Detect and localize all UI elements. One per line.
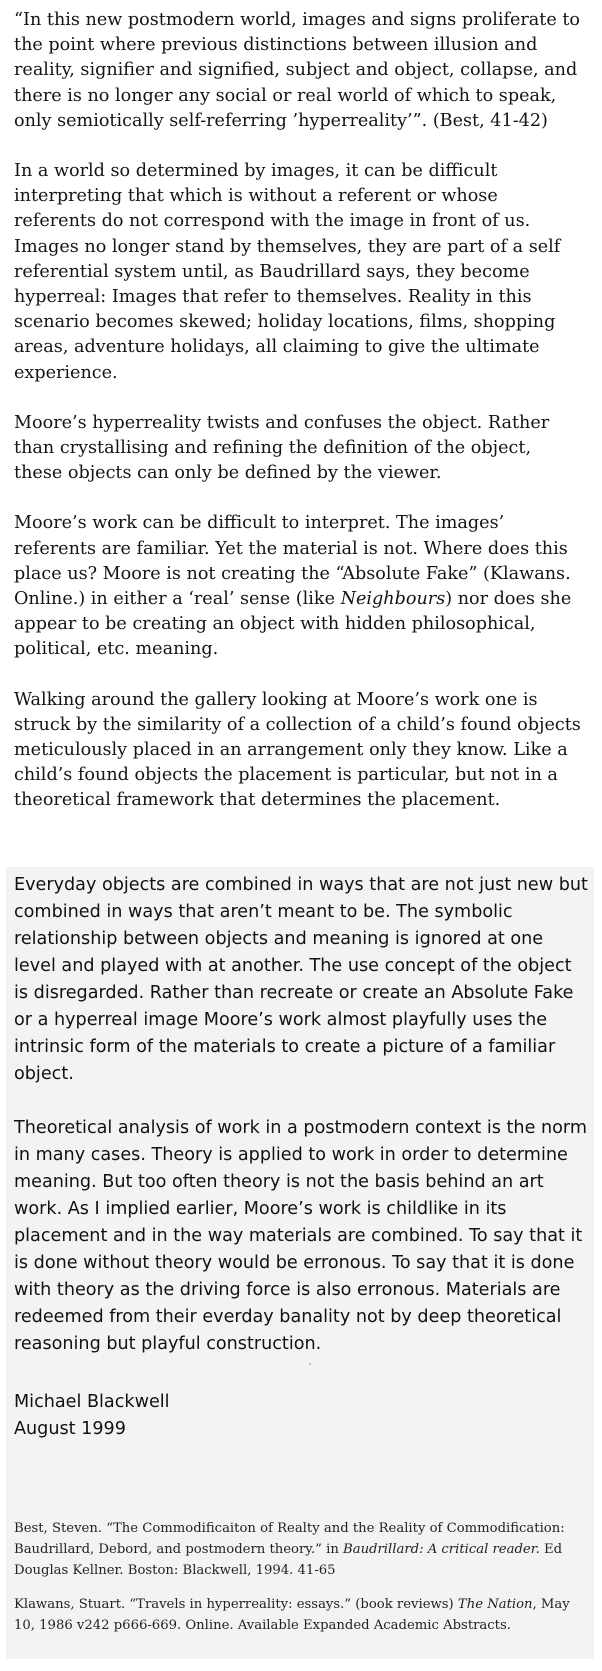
lower-text-block: [14, 872, 590, 1385]
author-name: Michael Blackwell: [14, 1392, 170, 1412]
para4-text-after: ) nor does she appear to be creating an object with hidden philosophical, political, etc. meaning.: [14, 589, 572, 660]
reference-best-text2: Ed Douglas Kellner. Boston: Blackwell, 1994. 41-65: [14, 1542, 563, 1578]
reference-best-title: Baudrillard: A critical reader.: [343, 1542, 540, 1557]
scan-speck: [309, 1363, 311, 1365]
quote-paragraph: “In this new postmodern world, images and signs proliferate to the point where previous distinctions between illusion and reality, signifier and signified, subject and object, collapse, and there is no longer any social or real world of which to speak, only semiotically self-referring ’hyperreality’”. (Best, 41-42): [14, 10, 581, 131]
reference-best: [14, 1518, 594, 1581]
para4-text-before: Moore’s work can be difficult to interpret. The images’ referents are familiar. Yet the material is not. Where does this place us? Moore is not creating the “Absolute Fake” (Klawans. Online.) in either a ‘real’ sense (like: [14, 513, 571, 610]
reference-klawans-text2: , May 10, 1986 v242 p666-669. Online. Available Expanded Academic Abstracts.: [14, 1597, 570, 1633]
para4-italic-neighbours: Neighbours: [340, 589, 446, 610]
body-paragraph-everyday-objects: Everyday objects are combined in ways that are not just new but combined in ways that aren’t meant to be. The symbolic relationship between objects and meaning is ignored at one level and played with at another. The use concept of the object is disregarded. Rather than recreate or create an Absolute Fake or a hyperreal image Moore’s work almost playfully uses the intrinsic form of the materials to create a picture of a familiar object.: [14, 875, 588, 1084]
reference-klawans-title: The Nation: [457, 1597, 533, 1612]
reference-klawans-text1: Klawans, Stuart. “Travels in hyperreality: essays.” (book reviews): [14, 1597, 458, 1612]
body-paragraph-hyperreal: In a world so determined by images, it can be difficult interpreting that which is without a referent or whose referents do not correspond with the image in front of us. Images no longer stand by themselves, they are part of a self referential system until, as Baudrillard says, they become hyperreal: Images that refer to themselves. Reality in this scenario becomes skewed; holiday locations, films, shopping areas, adventure holidays, all claiming to give the ultimate experience.: [14, 161, 561, 383]
upper-text-block: [14, 8, 584, 839]
reference-klawans: [14, 1594, 594, 1636]
body-paragraph-moore-hyperreality: Moore’s hyperreality twists and confuses the object. Rather than crystallising and refining the definition of the object, these objects can only be defined by the viewer.: [14, 412, 550, 484]
references-block: [14, 1518, 594, 1649]
signature-block: [14, 1389, 170, 1443]
body-paragraph-interpretation: [14, 511, 584, 662]
body-paragraph-theory: Theoretical analysis of work in a postmodern context is the norm in many cases. Theory is applied to work in order to determine meaning. But too often theory is not the basis behind an art work. As I implied earlier, Moore’s work is childlike in its placement and in the way materials are combined. To say that it is done without theory would be erronous. To say that it is done with theory as the driving force is also erronous. Materials are redeemed from their everday banality not by deep theoretical reasoning but playful construction.: [14, 1118, 587, 1354]
reference-best-text1: Best, Steven. “The Commodificaiton of Realty and the Reality of Commodification: Baudrillard, Debord, and postmodern theory.” in: [14, 1521, 565, 1557]
body-paragraph-gallery: Walking around the gallery looking at Moore’s work one is struck by the similarity of a collection of a child’s found objects meticulously placed in an arrangement only they know. Like a child’s found objects the placement is particular, but not in a theoretical framework that determines the placement.: [14, 689, 581, 811]
author-date: August 1999: [14, 1419, 126, 1439]
